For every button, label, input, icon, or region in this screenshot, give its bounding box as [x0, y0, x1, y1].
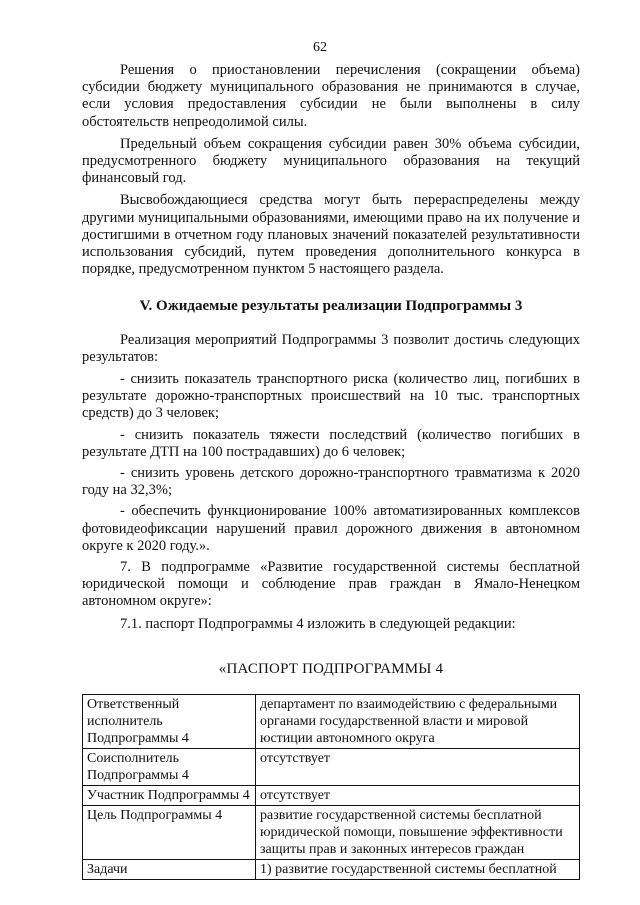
result-item: - обеспечить функционирование 100% автоматизированных комплексов фотовидеофиксации нарушений правил дорожного движения в автономном округе к 2020 году.». — [82, 503, 580, 554]
row-label: Ответственный исполнитель Подпрограммы 4 — [83, 695, 256, 749]
passport-table — [82, 694, 580, 880]
table-row — [83, 695, 580, 749]
row-value: департамент по взаимодействию с федеральными органами государственной власти и мировой юстиции автономного округа — [256, 695, 580, 749]
result-item: - снизить показатель транспортного риска (количество лиц, погибших в результате дорожно-транспортных происшествий на 10 тыс. транспортных средств) до 3 человек; — [82, 371, 580, 422]
document-body — [82, 62, 580, 880]
table-row — [83, 786, 580, 806]
passport-title: «ПАСПОРТ ПОДПРОГРАММЫ 4 — [218, 660, 444, 677]
paragraph: Решения о приостановлении перечисления (сокращении объема) субсидии бюджету муниципального образования не принимаются в случае, если условия предоставления субсидии не были выполнены в силу обстоятельств непреодолимой силы. — [82, 62, 580, 130]
table-row — [83, 749, 580, 786]
row-value: отсутствует — [256, 749, 580, 786]
result-item: - снизить показатель тяжести последствий (количество погибших в результате ДТП на 100 пострадавших) до 6 человек; — [82, 426, 580, 460]
row-label: Задачи — [83, 860, 256, 880]
row-value: 1) развитие государственной системы бесплатной — [256, 860, 580, 880]
paragraph: Предельный объем сокращения субсидии равен 30% объема субсидии, предусмотренного бюджету муниципального образования на текущий финансовый год. — [82, 135, 580, 187]
row-label: Цель Подпрограммы 4 — [83, 806, 256, 860]
row-label: Соисполнитель Подпрограммы 4 — [83, 749, 256, 786]
result-item: - снизить уровень детского дорожно-транспортного травматизма к 2020 году на 32,3%; — [82, 465, 580, 499]
row-value: отсутствует — [256, 786, 580, 806]
table-row — [83, 806, 580, 860]
table-row — [83, 860, 580, 880]
item-7: 7. В подпрограмме «Развитие государственной системы бесплатной юридической помощи и соблюдение прав граждан в Ямало-Ненецком автономном округе»: — [82, 559, 580, 610]
row-label: Участник Подпрограммы 4 — [83, 786, 256, 806]
results-intro: Реализация мероприятий Подпрограммы 3 позволит достичь следующих результатов: — [82, 331, 580, 365]
page-number: 62 — [313, 40, 327, 55]
section-heading: V. Ожидаемые результаты реализации Подпрограммы 3 — [139, 298, 523, 315]
item-7-1: 7.1. паспорт Подпрограммы 4 изложить в следующей редакции: — [120, 615, 516, 632]
row-value: развитие государственной системы бесплатной юридической помощи, повышение эффективности защиты прав и законных интересов граждан — [256, 806, 580, 860]
paragraph: Высвобождающиеся средства могут быть перераспределены между другими муниципальными образованиями, имеющими право на их получение и достигшими в отчетном году плановых значений показателей результативности использования субсидий, путем проведения дополнительного конкурса в порядке, предусмотренном пунктом 5 настоящего раздела. — [82, 192, 580, 278]
